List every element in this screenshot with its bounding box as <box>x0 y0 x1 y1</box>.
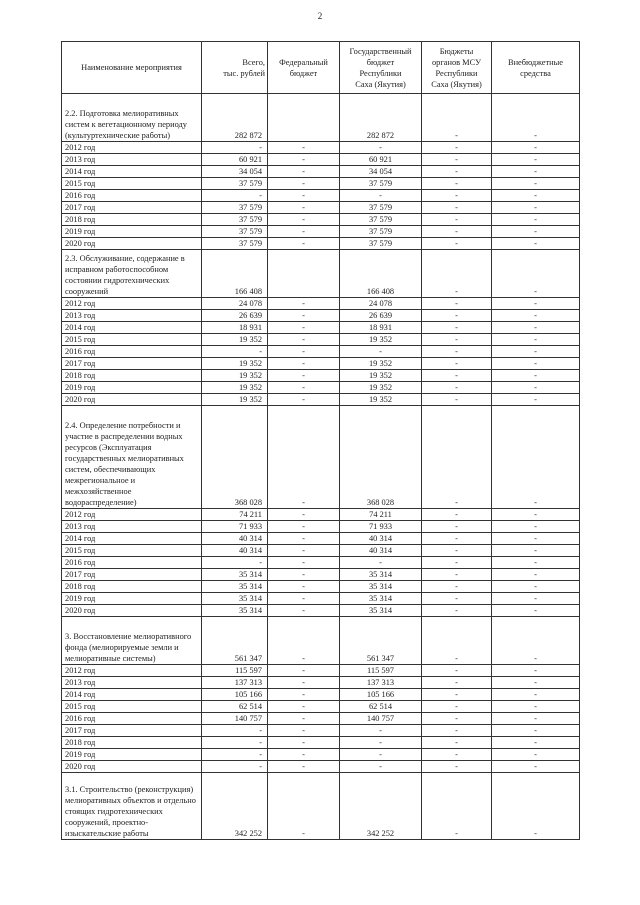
header-state: Государственный бюджет Республики Саха (Якутия) <box>340 42 422 94</box>
year-offbudget: - <box>492 142 580 154</box>
year-row <box>62 190 580 202</box>
section-offbudget: - <box>492 94 580 142</box>
year-label: 2015 год <box>62 545 202 557</box>
section-row <box>62 250 580 298</box>
year-msu: - <box>422 322 492 334</box>
year-total: 137 313 <box>202 677 268 689</box>
year-label: 2012 год <box>62 509 202 521</box>
section-msu: - <box>422 773 492 840</box>
year-msu: - <box>422 142 492 154</box>
year-federal: - <box>268 521 340 533</box>
year-label: 2016 год <box>62 557 202 569</box>
section-total: 368 028 <box>202 406 268 509</box>
year-state: 19 352 <box>340 370 422 382</box>
year-state: 37 579 <box>340 226 422 238</box>
year-total: - <box>202 737 268 749</box>
year-total: 26 639 <box>202 310 268 322</box>
year-msu: - <box>422 665 492 677</box>
year-offbudget: - <box>492 701 580 713</box>
year-label: 2014 год <box>62 166 202 178</box>
year-federal: - <box>268 593 340 605</box>
year-label: 2019 год <box>62 382 202 394</box>
section-total: 561 347 <box>202 617 268 665</box>
year-offbudget: - <box>492 533 580 545</box>
year-state: 35 314 <box>340 569 422 581</box>
section-title: 2.4. Определение потребности и участие в распределении водных ресурсов (Эксплуатация государственных мелиоративных систем, обеспечивающих межрегиональное и межхозяйственное водораспределение) <box>62 406 202 509</box>
year-federal: - <box>268 298 340 310</box>
year-label: 2012 год <box>62 298 202 310</box>
year-label: 2019 год <box>62 593 202 605</box>
section-federal <box>268 250 340 298</box>
year-offbudget: - <box>492 394 580 406</box>
year-row <box>62 557 580 569</box>
year-state: - <box>340 557 422 569</box>
year-row <box>62 749 580 761</box>
year-row <box>62 533 580 545</box>
header-total: Всего, тыс. рублей <box>202 42 268 94</box>
year-row <box>62 226 580 238</box>
year-label: 2016 год <box>62 346 202 358</box>
year-msu: - <box>422 214 492 226</box>
year-total: 19 352 <box>202 358 268 370</box>
section-title: 2.3. Обслуживание, содержание в исправном работоспособном состоянии гидротехнических сооружений <box>62 250 202 298</box>
year-offbudget: - <box>492 761 580 773</box>
year-federal: - <box>268 605 340 617</box>
year-state: - <box>340 190 422 202</box>
year-msu: - <box>422 226 492 238</box>
year-label: 2017 год <box>62 202 202 214</box>
year-state: - <box>340 737 422 749</box>
year-label: 2018 год <box>62 581 202 593</box>
section-federal <box>268 94 340 142</box>
year-federal: - <box>268 749 340 761</box>
section-msu: - <box>422 250 492 298</box>
section-row <box>62 773 580 840</box>
year-offbudget: - <box>492 581 580 593</box>
section-offbudget: - <box>492 773 580 840</box>
year-offbudget: - <box>492 749 580 761</box>
year-msu: - <box>422 593 492 605</box>
year-offbudget: - <box>492 382 580 394</box>
year-total: 60 921 <box>202 154 268 166</box>
year-msu: - <box>422 190 492 202</box>
year-label: 2020 год <box>62 605 202 617</box>
year-msu: - <box>422 725 492 737</box>
year-label: 2019 год <box>62 749 202 761</box>
year-label: 2016 год <box>62 190 202 202</box>
year-offbudget: - <box>492 605 580 617</box>
year-offbudget: - <box>492 190 580 202</box>
section-row <box>62 617 580 665</box>
year-state: - <box>340 749 422 761</box>
year-offbudget: - <box>492 358 580 370</box>
year-federal: - <box>268 713 340 725</box>
year-state: 62 514 <box>340 701 422 713</box>
year-label: 2013 год <box>62 521 202 533</box>
header-federal: Федеральный бюджет <box>268 42 340 94</box>
year-federal: - <box>268 190 340 202</box>
year-federal: - <box>268 557 340 569</box>
year-state: - <box>340 142 422 154</box>
year-federal: - <box>268 202 340 214</box>
year-state: 35 314 <box>340 581 422 593</box>
year-total: 19 352 <box>202 382 268 394</box>
year-row <box>62 521 580 533</box>
year-row <box>62 142 580 154</box>
year-state: 137 313 <box>340 677 422 689</box>
year-msu: - <box>422 238 492 250</box>
section-federal: - <box>268 773 340 840</box>
year-federal: - <box>268 238 340 250</box>
year-label: 2018 год <box>62 214 202 226</box>
year-offbudget: - <box>492 226 580 238</box>
year-label: 2012 год <box>62 142 202 154</box>
year-offbudget: - <box>492 737 580 749</box>
year-label: 2013 год <box>62 310 202 322</box>
year-federal: - <box>268 689 340 701</box>
year-offbudget: - <box>492 725 580 737</box>
year-total: 37 579 <box>202 226 268 238</box>
year-row <box>62 581 580 593</box>
year-row <box>62 725 580 737</box>
year-offbudget: - <box>492 214 580 226</box>
year-msu: - <box>422 581 492 593</box>
section-offbudget: - <box>492 406 580 509</box>
year-msu: - <box>422 310 492 322</box>
year-total: 40 314 <box>202 545 268 557</box>
year-total: 62 514 <box>202 701 268 713</box>
section-row <box>62 406 580 509</box>
year-msu: - <box>422 154 492 166</box>
year-msu: - <box>422 533 492 545</box>
year-state: 140 757 <box>340 713 422 725</box>
year-row <box>62 689 580 701</box>
year-state: 37 579 <box>340 214 422 226</box>
year-total: 115 597 <box>202 665 268 677</box>
year-total: 34 054 <box>202 166 268 178</box>
year-federal: - <box>268 226 340 238</box>
year-offbudget: - <box>492 178 580 190</box>
year-row <box>62 370 580 382</box>
year-offbudget: - <box>492 346 580 358</box>
year-row <box>62 358 580 370</box>
section-title: 3.1. Строительство (реконструкция) мелиоративных объектов и отдельно стоящих гидротехнических сооружений, проектно-изыскательские работы <box>62 773 202 840</box>
year-row <box>62 701 580 713</box>
year-label: 2019 год <box>62 226 202 238</box>
year-msu: - <box>422 701 492 713</box>
year-total: 37 579 <box>202 178 268 190</box>
year-state: 37 579 <box>340 238 422 250</box>
year-msu: - <box>422 298 492 310</box>
year-state: 34 054 <box>340 166 422 178</box>
section-row <box>62 94 580 142</box>
year-total: 18 931 <box>202 322 268 334</box>
year-msu: - <box>422 509 492 521</box>
year-offbudget: - <box>492 593 580 605</box>
year-row <box>62 677 580 689</box>
year-total: - <box>202 190 268 202</box>
section-msu: - <box>422 94 492 142</box>
year-row <box>62 238 580 250</box>
year-row <box>62 593 580 605</box>
year-msu: - <box>422 677 492 689</box>
year-federal: - <box>268 154 340 166</box>
year-msu: - <box>422 178 492 190</box>
budget-table <box>61 41 580 840</box>
year-federal: - <box>268 509 340 521</box>
year-offbudget: - <box>492 545 580 557</box>
year-row <box>62 202 580 214</box>
year-total: 35 314 <box>202 581 268 593</box>
section-total: 342 252 <box>202 773 268 840</box>
year-total: 71 933 <box>202 521 268 533</box>
year-state: 37 579 <box>340 178 422 190</box>
section-offbudget: - <box>492 617 580 665</box>
year-msu: - <box>422 749 492 761</box>
year-label: 2016 год <box>62 713 202 725</box>
year-label: 2018 год <box>62 737 202 749</box>
year-msu: - <box>422 334 492 346</box>
year-label: 2017 год <box>62 569 202 581</box>
year-state: 24 078 <box>340 298 422 310</box>
year-row <box>62 394 580 406</box>
year-row <box>62 334 580 346</box>
year-offbudget: - <box>492 238 580 250</box>
year-total: 37 579 <box>202 238 268 250</box>
year-total: 40 314 <box>202 533 268 545</box>
year-offbudget: - <box>492 202 580 214</box>
year-offbudget: - <box>492 154 580 166</box>
year-federal: - <box>268 737 340 749</box>
year-row <box>62 713 580 725</box>
year-label: 2015 год <box>62 701 202 713</box>
year-msu: - <box>422 569 492 581</box>
year-total: 37 579 <box>202 202 268 214</box>
year-label: 2013 год <box>62 154 202 166</box>
year-state: - <box>340 346 422 358</box>
page-number: 2 <box>317 11 323 21</box>
year-msu: - <box>422 358 492 370</box>
year-msu: - <box>422 370 492 382</box>
year-label: 2017 год <box>62 725 202 737</box>
year-label: 2014 год <box>62 533 202 545</box>
year-offbudget: - <box>492 166 580 178</box>
year-row <box>62 346 580 358</box>
header-name: Наименование мероприятия <box>62 42 202 94</box>
year-offbudget: - <box>492 713 580 725</box>
year-federal: - <box>268 334 340 346</box>
year-state: 40 314 <box>340 533 422 545</box>
year-offbudget: - <box>492 322 580 334</box>
year-total: 74 211 <box>202 509 268 521</box>
year-federal: - <box>268 394 340 406</box>
year-state: 37 579 <box>340 202 422 214</box>
year-federal: - <box>268 569 340 581</box>
year-msu: - <box>422 166 492 178</box>
section-state: 368 028 <box>340 406 422 509</box>
year-row <box>62 166 580 178</box>
year-federal: - <box>268 725 340 737</box>
year-total: 19 352 <box>202 370 268 382</box>
year-row <box>62 214 580 226</box>
year-federal: - <box>268 701 340 713</box>
year-offbudget: - <box>492 370 580 382</box>
section-state: 282 872 <box>340 94 422 142</box>
year-label: 2015 год <box>62 178 202 190</box>
section-state: 561 347 <box>340 617 422 665</box>
year-federal: - <box>268 665 340 677</box>
year-offbudget: - <box>492 569 580 581</box>
year-federal: - <box>268 533 340 545</box>
year-offbudget: - <box>492 521 580 533</box>
year-offbudget: - <box>492 298 580 310</box>
year-total: 19 352 <box>202 334 268 346</box>
year-total: 140 757 <box>202 713 268 725</box>
year-row <box>62 737 580 749</box>
year-offbudget: - <box>492 334 580 346</box>
year-label: 2014 год <box>62 322 202 334</box>
year-label: 2018 год <box>62 370 202 382</box>
section-total: 166 408 <box>202 250 268 298</box>
year-label: 2014 год <box>62 689 202 701</box>
year-row <box>62 178 580 190</box>
year-label: 2020 год <box>62 761 202 773</box>
year-state: 19 352 <box>340 382 422 394</box>
year-msu: - <box>422 521 492 533</box>
year-state: 19 352 <box>340 394 422 406</box>
year-row <box>62 605 580 617</box>
year-state: 26 639 <box>340 310 422 322</box>
year-total: - <box>202 346 268 358</box>
year-label: 2017 год <box>62 358 202 370</box>
year-federal: - <box>268 545 340 557</box>
year-offbudget: - <box>492 677 580 689</box>
year-msu: - <box>422 713 492 725</box>
section-msu: - <box>422 406 492 509</box>
year-msu: - <box>422 689 492 701</box>
header-offbudget: Внебюджетные средства <box>492 42 580 94</box>
year-row <box>62 322 580 334</box>
year-federal: - <box>268 761 340 773</box>
year-offbudget: - <box>492 509 580 521</box>
section-federal: - <box>268 406 340 509</box>
year-total: 105 166 <box>202 689 268 701</box>
table-header-row <box>62 42 580 94</box>
year-total: 19 352 <box>202 394 268 406</box>
section-title: 2.2. Подготовка мелиоративных систем к вегетационному периоду (культуртехнические работы) <box>62 94 202 142</box>
section-offbudget: - <box>492 250 580 298</box>
year-state: 40 314 <box>340 545 422 557</box>
year-total: 35 314 <box>202 605 268 617</box>
year-federal: - <box>268 677 340 689</box>
year-federal: - <box>268 358 340 370</box>
year-federal: - <box>268 310 340 322</box>
section-state: 166 408 <box>340 250 422 298</box>
year-total: - <box>202 761 268 773</box>
year-label: 2015 год <box>62 334 202 346</box>
year-state: 19 352 <box>340 334 422 346</box>
year-total: 37 579 <box>202 214 268 226</box>
year-state: - <box>340 725 422 737</box>
year-row <box>62 310 580 322</box>
year-msu: - <box>422 737 492 749</box>
section-total: 282 872 <box>202 94 268 142</box>
year-state: 71 933 <box>340 521 422 533</box>
year-federal: - <box>268 214 340 226</box>
year-row <box>62 509 580 521</box>
year-row <box>62 382 580 394</box>
year-offbudget: - <box>492 665 580 677</box>
year-msu: - <box>422 202 492 214</box>
year-offbudget: - <box>492 557 580 569</box>
year-federal: - <box>268 142 340 154</box>
year-label: 2020 год <box>62 394 202 406</box>
year-state: 19 352 <box>340 358 422 370</box>
year-msu: - <box>422 557 492 569</box>
year-offbudget: - <box>492 689 580 701</box>
year-state: - <box>340 761 422 773</box>
year-row <box>62 569 580 581</box>
year-federal: - <box>268 166 340 178</box>
year-state: 60 921 <box>340 154 422 166</box>
year-federal: - <box>268 346 340 358</box>
year-label: 2020 год <box>62 238 202 250</box>
year-row <box>62 761 580 773</box>
year-federal: - <box>268 322 340 334</box>
year-total: 35 314 <box>202 593 268 605</box>
year-row <box>62 154 580 166</box>
header-msu: Бюджеты органов МСУ Республики Саха (Якутия) <box>422 42 492 94</box>
year-total: - <box>202 557 268 569</box>
year-msu: - <box>422 605 492 617</box>
year-msu: - <box>422 545 492 557</box>
year-state: 74 211 <box>340 509 422 521</box>
year-state: 105 166 <box>340 689 422 701</box>
section-msu: - <box>422 617 492 665</box>
year-total: - <box>202 725 268 737</box>
year-state: 115 597 <box>340 665 422 677</box>
section-state: 342 252 <box>340 773 422 840</box>
year-state: 18 931 <box>340 322 422 334</box>
year-state: 35 314 <box>340 593 422 605</box>
section-federal: - <box>268 617 340 665</box>
year-federal: - <box>268 370 340 382</box>
year-row <box>62 665 580 677</box>
year-federal: - <box>268 581 340 593</box>
year-row <box>62 298 580 310</box>
year-msu: - <box>422 346 492 358</box>
year-total: 24 078 <box>202 298 268 310</box>
year-federal: - <box>268 178 340 190</box>
year-row <box>62 545 580 557</box>
year-total: - <box>202 142 268 154</box>
year-msu: - <box>422 382 492 394</box>
section-title: 3. Восстановление мелиоративного фонда (мелиорируемые земли и мелиоративные системы) <box>62 617 202 665</box>
year-total: 35 314 <box>202 569 268 581</box>
year-state: 35 314 <box>340 605 422 617</box>
year-msu: - <box>422 394 492 406</box>
year-total: - <box>202 749 268 761</box>
year-offbudget: - <box>492 310 580 322</box>
year-label: 2013 год <box>62 677 202 689</box>
year-label: 2012 год <box>62 665 202 677</box>
year-federal: - <box>268 382 340 394</box>
year-msu: - <box>422 761 492 773</box>
